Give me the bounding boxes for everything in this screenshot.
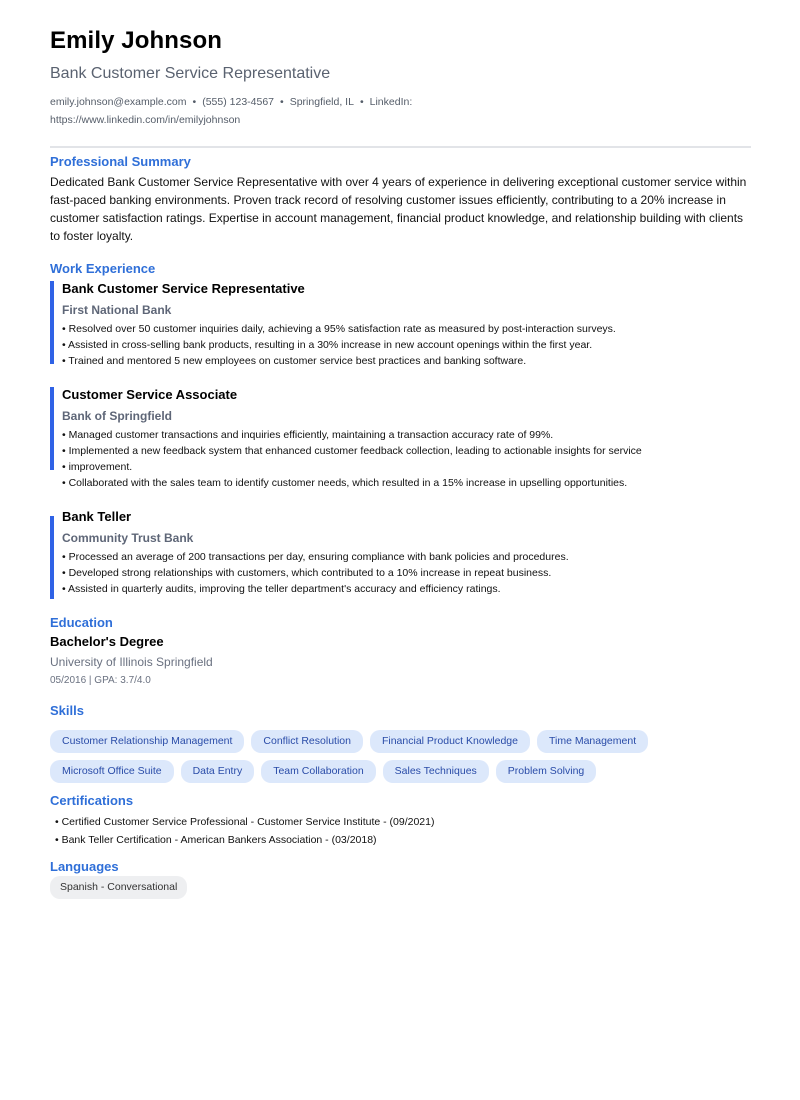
section-heading-languages: Languages	[50, 859, 119, 874]
linkedin-link[interactable]: https://www.linkedin.com/in/emilyjohnson	[50, 114, 241, 126]
job-bullet: • Resolved over 50 customer inquiries daily, achieving a 95% satisfaction rate as measured by post-interaction surveys.	[62, 323, 616, 335]
skill-pill: Financial Product Knowledge	[370, 730, 530, 753]
job-bullet: • Managed customer transactions and inquiries efficiently, maintaining a transaction accuracy rate of 99%.	[62, 429, 554, 441]
candidate-name: Emily Johnson	[50, 27, 222, 54]
email-link[interactable]: emily.johnson@example.com	[50, 96, 187, 108]
skill-pill: Customer Relationship Management	[50, 730, 244, 753]
section-heading-experience: Work Experience	[50, 261, 156, 276]
linkedin-label: LinkedIn:	[369, 96, 413, 108]
education-school: University of Illinois Springfield	[50, 655, 213, 669]
location: Springfield, IL	[289, 96, 354, 108]
phone: (555) 123-4567	[202, 96, 275, 108]
separator: •	[280, 96, 284, 108]
language-pill: Spanish - Conversational	[50, 876, 187, 899]
section-heading-certifications: Certifications	[50, 793, 134, 808]
header-divider	[50, 146, 751, 148]
job-entry	[50, 509, 750, 599]
job-accent-bar	[50, 387, 54, 470]
job-accent-bar	[50, 516, 54, 599]
job-bullets	[62, 427, 752, 491]
skill-pill: Conflict Resolution	[251, 730, 363, 753]
skill-pill: Sales Techniques	[383, 760, 489, 783]
skills-list	[50, 730, 750, 790]
job-bullets	[62, 549, 752, 597]
job-company: Community Trust Bank	[62, 531, 194, 545]
job-company: Bank of Springfield	[62, 409, 173, 423]
contact-line	[50, 93, 751, 129]
education-degree: Bachelor's Degree	[50, 634, 164, 649]
section-heading-education: Education	[50, 615, 113, 630]
job-bullet: • Collaborated with the sales team to identify customer needs, which resulted in a 15% increase in upselling opportunities.	[62, 477, 628, 489]
skill-pill: Problem Solving	[496, 760, 596, 783]
separator: •	[359, 96, 364, 108]
skill-pill: Team Collaboration	[261, 760, 375, 783]
job-role: Customer Service Associate	[62, 387, 238, 402]
skill-pill: Time Management	[537, 730, 648, 753]
education-meta: 05/2016 | GPA: 3.7/4.0	[50, 675, 151, 686]
skill-row	[50, 730, 750, 753]
job-entry	[50, 281, 750, 371]
separator: •	[192, 96, 197, 108]
job-bullet: • Implemented a new feedback system that enhanced customer feedback collection, leading to actionable insights for service	[62, 445, 642, 457]
job-role: Bank Teller	[62, 509, 132, 524]
summary-text: Dedicated Bank Customer Service Representative with over 4 years of experience in delivering exceptional customer service within fast-paced banking environments. Proven track record of resolving customer issues efficiently, contributing to a 20% increase in customer satisfaction ratings. Expertise in account management, financial product knowledge, and relationship building with clients to foster loyalty.	[50, 175, 747, 243]
section-heading-summary: Professional Summary	[50, 154, 191, 169]
certification-item: • Bank Teller Certification - American Bankers Association - (03/2018)	[55, 834, 377, 846]
job-entry	[50, 387, 750, 497]
certification-item: • Certified Customer Service Professional - Customer Service Institute - (09/2021)	[55, 816, 435, 828]
job-role: Bank Customer Service Representative	[62, 281, 305, 296]
candidate-title: Bank Customer Service Representative	[50, 65, 331, 82]
certifications-list	[55, 813, 435, 849]
job-bullet: • Assisted in quarterly audits, improving the teller department's accuracy and efficiency ratings.	[62, 583, 501, 595]
job-company: First National Bank	[62, 303, 172, 317]
skill-row	[50, 760, 750, 783]
job-bullet: • improvement.	[62, 461, 133, 473]
job-bullet: • Assisted in cross-selling bank products, resulting in a 30% increase in new account openings within the first year.	[62, 339, 593, 351]
job-accent-bar	[50, 281, 54, 364]
job-bullet: • Processed an average of 200 transactions per day, ensuring compliance with bank policies and procedures.	[62, 551, 569, 563]
skill-pill: Microsoft Office Suite	[50, 760, 174, 783]
job-bullets	[62, 321, 752, 369]
section-heading-skills: Skills	[50, 703, 84, 718]
skill-pill: Data Entry	[181, 760, 255, 783]
job-bullet: • Developed strong relationships with customers, which contributed to a 10% increase in repeat business.	[62, 567, 552, 579]
job-bullet: • Trained and mentored 5 new employees on customer service best practices and banking software.	[62, 355, 527, 367]
